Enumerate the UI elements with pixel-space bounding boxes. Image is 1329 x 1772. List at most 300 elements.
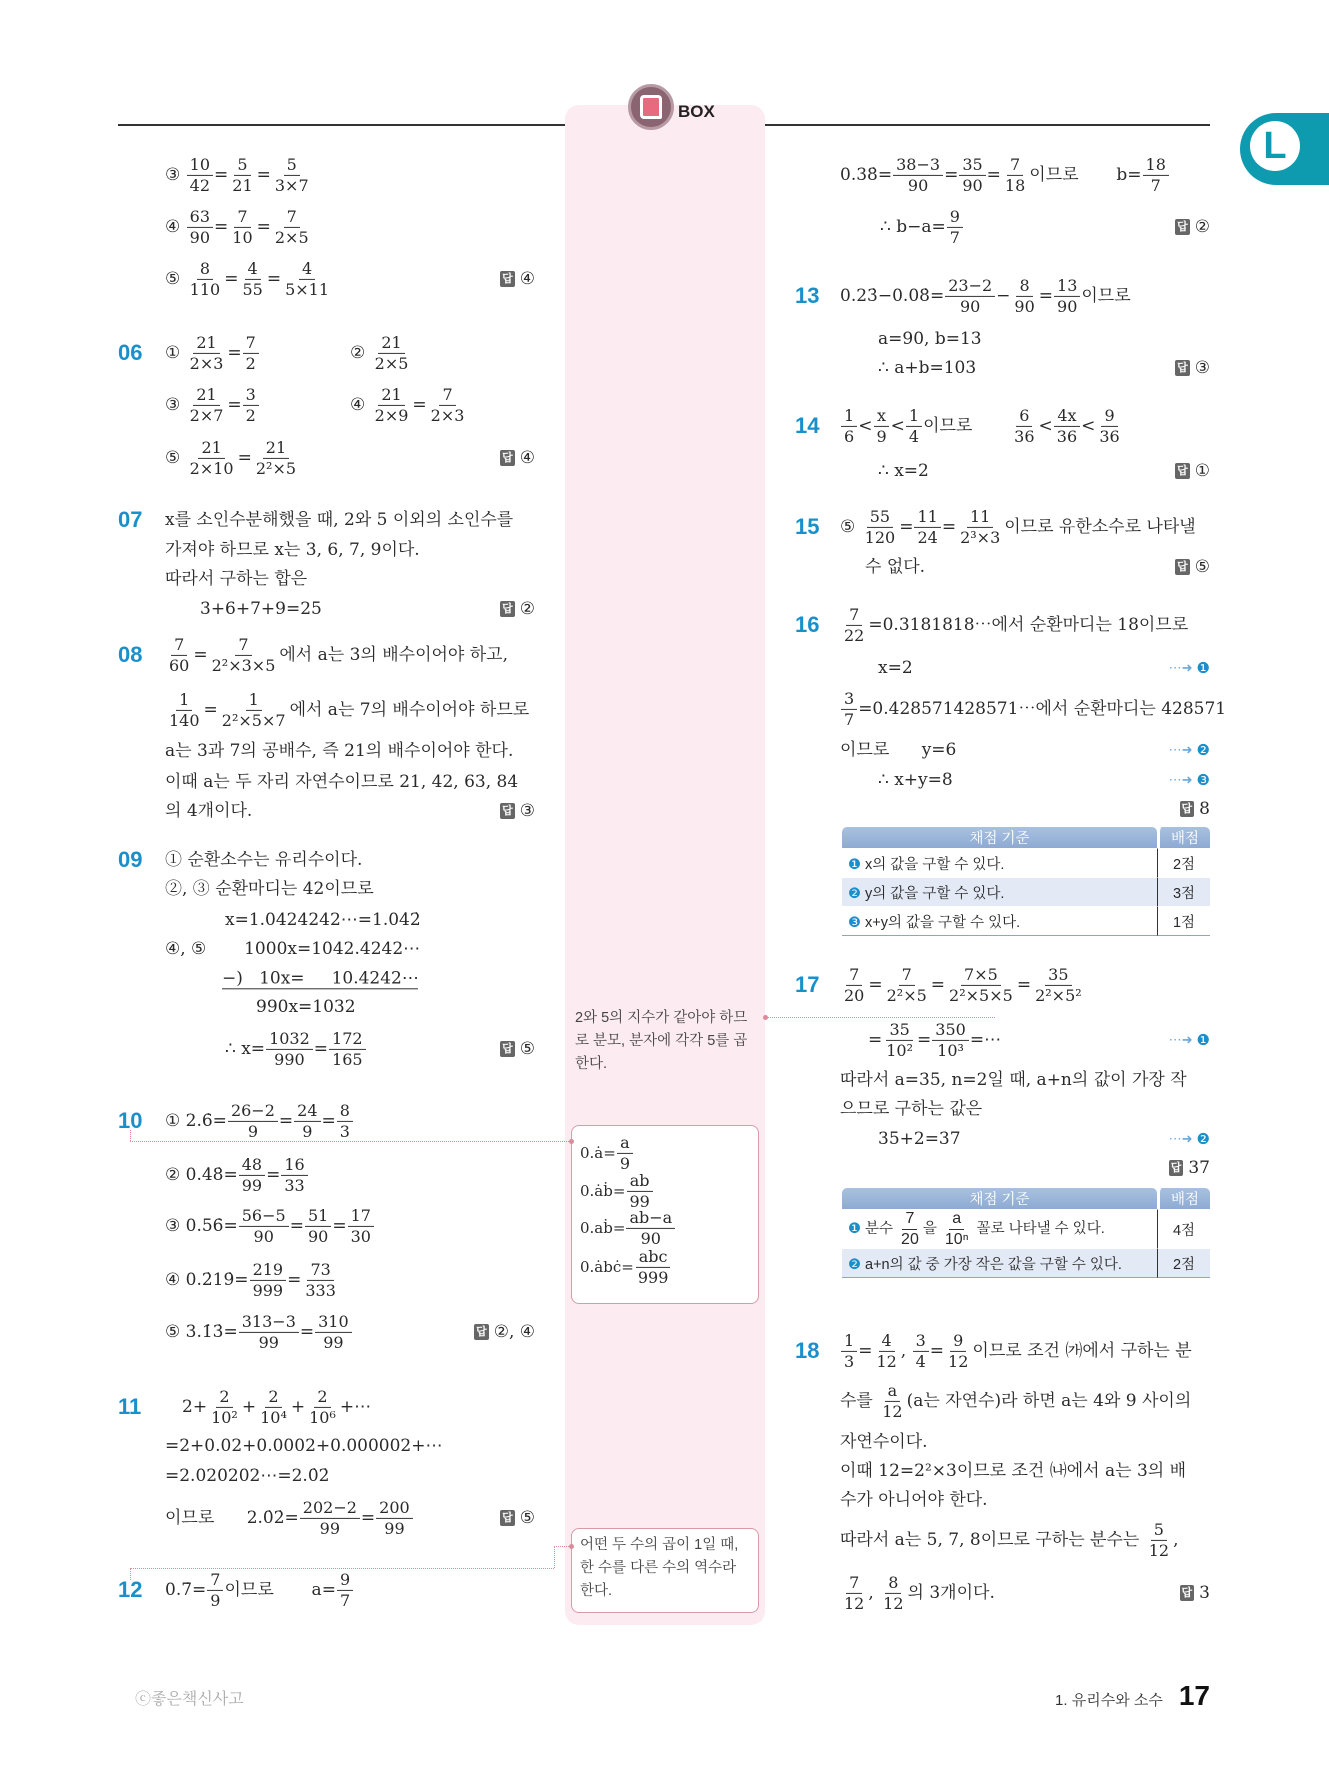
numerator: 6 [1016,407,1032,427]
numerator: 18 [1143,156,1169,176]
math-text: a=90, b=13 [878,328,982,349]
solution-line [165,260,333,298]
solution-line [225,910,421,930]
section-tab-letter: L [1250,121,1300,171]
solution-line [840,1382,1191,1420]
math-text: ∴ x+y=8 [878,769,953,790]
q-logo-icon [628,84,674,130]
numerator: 35 [959,156,985,176]
solution-line [165,1466,329,1486]
numerator: 13 [1054,277,1080,297]
math-text: = [917,1029,932,1050]
problem-number: 12 [118,1577,143,1602]
math-text: = [287,1269,302,1290]
denominator: 90 [253,1226,274,1246]
numerator: 350 [932,1021,969,1041]
arrow-icon: ⋯➜ [1168,1131,1193,1147]
answer-value: 8 [1199,799,1210,819]
math-text: = [929,1340,945,1361]
math-text: ④ 0.2̇19̇= [165,1269,249,1290]
math-text: 분수 [865,1220,898,1237]
problem-number: 18 [795,1338,820,1363]
answer-icon: 답 [502,273,513,285]
denominator: 20 [901,1230,919,1248]
denominator: 9 [210,1590,221,1610]
denominator: 36 [1056,426,1078,446]
denominator: 24 [917,527,938,547]
numerator: 7×5 [961,966,1001,986]
denominator: 10² [886,1040,914,1060]
fraction [635,1248,672,1286]
math-text: ⑤ [165,447,186,468]
denominator: 12 [883,1593,904,1613]
fraction [239,260,265,298]
answer [1175,217,1210,237]
fraction [841,690,857,728]
numerator: 4 [879,1332,895,1352]
math-text: , [900,1340,912,1361]
fraction [626,1172,652,1210]
denominator: 10⁴ [260,1407,287,1427]
answer-value: ④ [519,448,535,468]
denominator: 90 [307,1226,329,1246]
numerator: 1 [841,1332,857,1352]
math-text: 이므로 유한소수로 나타낼 [1004,516,1196,537]
math-text: , [1173,1529,1179,1550]
score-header: 배점 [1157,827,1210,848]
fraction [883,1021,916,1059]
step-marker [1169,771,1210,789]
fraction [166,691,203,729]
math-text: 0.38̇= [840,164,893,185]
math-text: +⋯ [339,1396,372,1417]
numerator: 9 [950,1332,966,1352]
math-text: − [996,285,1011,306]
solution-line [165,1499,414,1537]
answer [1180,1583,1210,1603]
math-text: = [266,268,282,289]
numerator: x [874,407,889,427]
math-text: ∴ b−a= [880,216,946,237]
score-header: 배점 [1157,1188,1210,1209]
q-box-column [565,105,765,1625]
answer [500,1508,535,1528]
answer-icon: 답 [1177,465,1188,477]
math-text: = [1038,285,1054,306]
numerator: 21 [193,386,219,406]
numerator: 313−3 [239,1313,299,1333]
numerator: 7 [171,636,187,656]
fraction [1011,277,1037,315]
criteria-cell [842,877,1157,906]
answer-value: ⑤ [1194,557,1210,577]
denominator: 7 [339,1590,351,1610]
numerator: 219 [250,1261,287,1281]
fraction [372,386,412,424]
math-text: = [899,516,914,537]
solution-line [840,1432,928,1452]
denominator: 10⁶ [309,1407,336,1427]
denominator: 2×5 [274,227,309,247]
fraction [873,1332,899,1370]
solution-line [165,691,529,729]
denominator: 6 [844,426,855,446]
solution-line [165,1571,354,1609]
math-text: 35+2=37 [878,1128,961,1149]
math-text: =2+0.02+0.0002+0.000002+⋯ [165,1435,443,1456]
solution-line [865,557,925,577]
numerator: 1 [841,407,857,427]
step-number: ❶ [848,1220,861,1237]
fraction [337,1102,353,1140]
numerator: 2 [314,1388,330,1408]
fraction [945,1332,971,1370]
denominator: 2²×5 [886,985,927,1005]
denominator: 12 [948,1351,969,1371]
fraction [243,386,259,424]
denominator: 2×7 [189,405,224,425]
numerator: ab−a [626,1209,675,1229]
math-text: x를 소인수분해했을 때, 2와 5 이외의 소인수를 [165,509,514,530]
solution-line [840,277,1131,315]
numerator: 7 [846,606,862,626]
denominator: 12 [876,1351,897,1371]
denominator: 22 [844,625,865,645]
answer [500,269,535,289]
math-text: 으므로 구하는 값은 [840,1098,983,1119]
fraction [281,1156,307,1194]
denominator: 2×9 [374,405,409,425]
fraction [841,606,867,644]
math-text: = [941,516,957,537]
denominator: 3 [844,1351,855,1371]
fraction [302,1261,339,1299]
math-text: + [290,1396,306,1417]
q-box-title: BOX [678,102,715,121]
numerator: 23−2 [945,277,995,297]
answer-icon: 답 [502,603,513,615]
answer [500,1039,535,1059]
solution-line [350,386,468,424]
numerator: 2 [216,1388,232,1408]
denominator: 99 [258,1332,279,1352]
page-footer [1055,1680,1210,1712]
math-text: x의 값을 구할 수 있다. [865,856,1005,873]
numerator: 11 [967,508,993,528]
answer-value: ③ [519,801,535,821]
math-text: = [986,164,1001,185]
numerator: 172 [329,1030,366,1050]
connector-line [130,1568,131,1580]
solution-line [840,1332,1192,1370]
math-text: = [237,447,252,468]
denominator: 9 [302,1121,313,1141]
fraction [1146,1521,1172,1559]
problem-number: 14 [795,413,820,438]
fraction [187,260,224,298]
denominator: 30 [350,1226,371,1246]
numerator: a [885,1382,901,1402]
denominator: 60 [169,655,190,675]
math-text: 이므로 조건 ㈎에서 구하는 분 [972,1340,1192,1361]
fraction [257,1388,290,1426]
answer-icon: 답 [1177,561,1188,573]
arrow-icon: ⋯➜ [1168,742,1193,758]
solution-line [165,510,513,530]
step-marker [1169,1130,1210,1148]
numerator: 17 [348,1207,374,1227]
score-cell: 1점 [1157,906,1210,936]
math-text: ⑤ 3.1̇3̇= [165,1321,238,1342]
solution-line [165,772,518,792]
math-text: 자연수이다. [840,1431,928,1452]
connector-line [554,1546,555,1568]
numerator: a [949,1210,964,1230]
math-text: 이므로 y=6 [840,739,957,760]
numerator: 26−2 [228,1102,278,1122]
solution-line [165,741,513,761]
fraction [428,386,468,424]
denominator: 9 [247,1121,258,1141]
answer-icon: 답 [502,1043,513,1055]
numerator: a [617,1134,633,1154]
solution-line [840,1574,995,1612]
denominator: 90 [640,1228,661,1248]
answer-icon: 답 [476,1326,487,1338]
math-text: = [868,974,883,995]
denominator: 90 [962,175,983,195]
fraction [1032,966,1085,1004]
answer-icon: 답 [1181,803,1193,815]
solution-line [165,1261,340,1299]
math-text: = [930,974,946,995]
numerator: 63 [187,208,213,228]
fraction [946,966,1016,1004]
math-text: =2.020202⋯=2.0̇2̇ [165,1465,330,1486]
denominator: 99 [241,1175,263,1195]
numerator: 51 [305,1207,331,1227]
fraction [294,1102,320,1140]
solution-line [165,569,307,589]
math-text: ① [165,342,186,363]
math-text: 의 4개이다. [165,800,253,821]
answer-value: ③ [1194,358,1210,378]
denominator: 165 [332,1049,363,1069]
denominator: 10ⁿ [944,1230,969,1248]
denominator: 90 [907,175,929,195]
numerator: 7 [899,966,915,986]
math-text: ① 순환소수는 유리수이다. [165,849,363,870]
denominator: 12 [844,1593,865,1613]
fraction [947,208,963,246]
step-number: ❷ [1196,1130,1210,1148]
fraction [348,1207,374,1245]
math-text: 이므로 2.0̇2̇= [165,1507,299,1528]
fraction [166,636,192,674]
problem-number: 17 [795,972,820,997]
math-text: 이때 a는 두 자리 자연수이므로 21, 42, 63, 84 [165,771,519,792]
answer [1175,557,1210,577]
fraction [187,156,213,194]
connector-line [130,1141,571,1142]
fraction [959,156,985,194]
math-text: = [203,699,218,720]
denominator: 4 [908,426,920,446]
section-tab[interactable] [1240,113,1329,185]
numerator: 55 [867,508,893,528]
criteria-cell [842,1248,1157,1278]
table-header-row [842,827,1210,848]
math-text: = [412,394,427,415]
answer [1175,358,1210,378]
denominator: 3 [339,1121,350,1141]
answer-icon: 답 [502,805,513,817]
math-text: 0.ȧbċ= [580,1258,634,1276]
problem-number: 10 [118,1108,143,1133]
solution-line [165,1156,309,1194]
fraction [282,260,332,298]
fraction [862,508,899,546]
numerator: 5 [234,156,250,176]
table-row [842,906,1210,936]
denominator: 99 [323,1332,344,1352]
table-row [842,877,1210,906]
math-text: y의 값을 구할 수 있다. [865,885,1005,902]
fraction [187,439,237,477]
math-text: = [224,268,239,289]
math-text: = [332,1215,347,1236]
fraction [893,156,943,194]
formula-line [580,1209,676,1247]
denominator: 990 [274,1049,305,1069]
numerator: 5 [284,156,300,176]
denominator: 2 [245,353,256,373]
fraction [1143,156,1169,194]
fraction [187,208,213,246]
math-text: = [299,1321,315,1342]
math-text: 꼴로 나타낼 수 있다. [972,1220,1105,1237]
answer-icon: 답 [1177,362,1188,374]
answer-value: ② [1194,217,1210,237]
math-text: ⑤ [840,516,861,537]
denominator: 333 [305,1280,336,1300]
numerator: 48 [239,1156,265,1176]
solution-line [840,1461,1186,1481]
solution-line [165,1436,443,1456]
scoring-criteria-table [842,827,1210,936]
fraction [208,1388,241,1426]
fraction [306,1388,339,1426]
math-text: 에서 a는 7의 배수이어야 하므로 [289,699,530,720]
numerator: 16 [281,1156,307,1176]
denominator: 2 [245,405,256,425]
math-text: =0.3181818⋯에서 순환마디는 18이므로 [868,614,1189,635]
math-text: < [890,415,905,436]
solution-line [165,1102,354,1140]
numerator: 21 [193,334,219,354]
math-text: = [278,1110,294,1131]
criteria-cell [842,848,1157,877]
math-text: = [321,1110,336,1131]
numerator: 7 [439,386,455,406]
fraction [880,1574,906,1612]
fraction [945,277,995,315]
math-text: = [227,342,242,363]
math-text: = [193,644,208,665]
solution-line [165,939,420,959]
denominator: 90 [1057,296,1078,316]
solution-line [350,334,412,372]
math-text: =⋯ [969,1029,1002,1050]
math-text: ④ [165,216,186,237]
denominator: 10 [232,227,253,247]
math-text: 수가 아니어야 한다. [840,1489,988,1510]
math-text: = [256,216,271,237]
numerator: 4 [299,260,315,280]
denominator: 90 [189,227,211,247]
answer-icon: 답 [502,452,513,464]
numerator: 4 [245,260,261,280]
denominator: 2²×5×5 [949,985,1013,1005]
denominator: 120 [864,527,896,547]
fraction [617,1134,633,1172]
numerator: 38−3 [893,156,943,176]
step-number: ❶ [1196,1031,1210,1049]
math-text: −) 10x= 10.4242⋯ [222,968,419,989]
q-box-note-reciprocal-text: 어떤 두 수의 곱이 1일 때, 한 수를 다른 수의 역수라 한다. [580,1537,739,1599]
solution-line [200,599,322,619]
numerator: 3 [913,1332,929,1352]
denominator: 2×3 [189,353,224,373]
numerator: 56−5 [239,1207,289,1227]
math-text: =0.428571428571⋯에서 순환마디는 428571 [858,698,1227,719]
answer [1180,799,1210,819]
denominator: 55 [242,279,263,299]
answer [474,1322,535,1342]
q-box-note-exponent: 2와 5의 지수가 같아야 하므로 분모, 분자에 각각 5를 곱한다. [575,1010,748,1072]
denominator: 140 [169,710,200,730]
answer [1169,1158,1210,1178]
problem-number: 11 [118,1394,142,1419]
math-text: ③ 0.56̇= [165,1215,238,1236]
page-number: 17 [1178,1680,1210,1711]
numerator: 21 [378,334,404,354]
answer-icon: 답 [1170,1162,1182,1174]
fraction [1054,407,1080,445]
math-text: 0.ȧḃ= [580,1182,626,1200]
connector-pin [569,1544,574,1549]
q-box-logo [628,84,715,130]
denominator: 99 [384,1518,405,1538]
problem-number: 09 [118,847,143,872]
chapter-title: 1. 유리수와 소수 [1055,1692,1163,1709]
top-rule-left [118,124,565,126]
denominator: 99 [319,1518,341,1538]
solution-line [165,540,420,560]
denominator: 2³×3 [960,527,1001,547]
solution-line [880,208,964,246]
math-text: 이므로 a= [224,1579,336,1600]
connector-line [130,1568,554,1569]
table-row [842,1209,1210,1248]
fraction [932,1021,969,1059]
answer-value: ① [1194,461,1210,481]
numerator: 7 [902,1210,917,1230]
fraction [243,334,259,372]
problem-number: 08 [118,642,143,667]
answer [1175,461,1210,481]
numerator: 202−2 [300,1499,360,1519]
